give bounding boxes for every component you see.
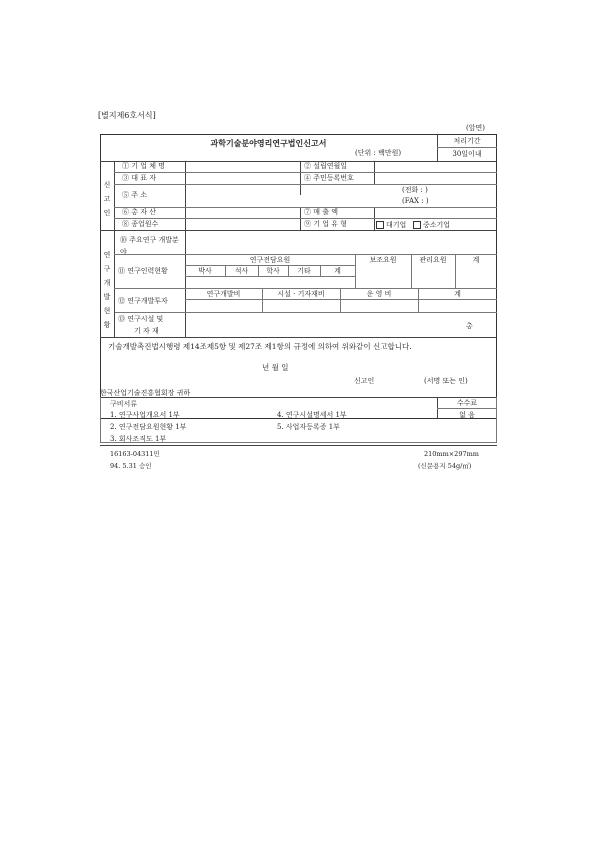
company-type-label: ⑨ 기 업 유 형	[304, 220, 347, 228]
operating-cost-header: 운 영 비	[366, 290, 392, 298]
processing-period-label: 처리기간	[453, 137, 481, 145]
signer-label: 신고인	[354, 377, 375, 385]
required-doc-item: 1. 연구사업개요서 1부	[110, 411, 180, 419]
assistant-staff-header: 보조요원	[369, 256, 397, 264]
required-docs-header: 구비서류	[110, 400, 138, 408]
rd-group-label: 연 구 개 발 현 황	[103, 251, 111, 329]
paper-note: (신문용지 54g/㎡)	[418, 462, 472, 470]
form-number: [별지제6호서식]	[98, 111, 156, 120]
sme-checkbox[interactable]	[413, 221, 421, 229]
degree-total-header: 계	[334, 267, 341, 275]
rd-investment-label: ⑫ 연구개발투자	[118, 297, 168, 305]
company-type-options: 대기업 중소기업	[376, 221, 450, 229]
side-label: (앞면)	[466, 124, 485, 132]
personnel-total-header: 계	[472, 256, 480, 264]
signature-note: (서명 또는 인)	[424, 377, 468, 385]
rd-cost-header: 연구개발비	[206, 290, 241, 298]
form-code: 16163-04311민	[110, 450, 160, 458]
resident-number-label: ④ 주민등록번호	[304, 174, 354, 182]
approval-date: 94. 5.31 승인	[110, 462, 152, 470]
fax-field: (FAX : )	[402, 197, 429, 205]
form-title: 과학기술분야영리연구법인신고서	[210, 138, 327, 148]
sales-label: ⑦ 매 출 액	[304, 208, 338, 216]
total-assets-label: ⑥ 총 자 산	[122, 208, 156, 216]
other-degree-header: 기타	[297, 267, 311, 275]
required-doc-item: 5. 사업자등록증 1부	[277, 423, 340, 431]
company-name-label: ① 기 업 체 명	[122, 162, 165, 170]
masters-header: 석사	[234, 267, 249, 275]
rd-personnel-label: ⑪ 연구인력현황	[118, 267, 168, 275]
address-label: ⑤ 주 소	[122, 191, 147, 199]
processing-period-value: 30일이내	[452, 150, 482, 158]
rd-equipment-label: 기 자 재	[134, 327, 159, 335]
representative-label: ③ 대 표 자	[122, 174, 156, 182]
large-company-checkbox[interactable]	[376, 221, 384, 229]
required-doc-item: 2. 연구전담요원현황 1부	[110, 423, 187, 431]
rd-facility-label: ⑬ 연구시설 및	[118, 315, 164, 323]
declaration-text: 기술개발촉진법시행령 제14조제5항 및 제27조 제1항의 규정에 의하여 위와같이 신고합니다.	[108, 342, 412, 351]
equipment-cost-header: 시설 · 기자재비	[277, 290, 325, 298]
bachelors-header: 학사	[266, 267, 280, 275]
docs-box	[100, 397, 497, 443]
founding-date-label: ② 설립연월일	[304, 162, 348, 170]
admin-staff-header: 관리요원	[419, 256, 447, 264]
paper-size: 210mm×297mm	[424, 450, 479, 458]
date-line: 년 월 일	[262, 363, 289, 372]
investment-total-header: 계	[454, 290, 461, 298]
required-doc-item: 3. 회사조직도 1부	[110, 435, 167, 443]
rd-field-label: ⑩ 주요연구 개발분야	[120, 236, 179, 256]
required-doc-item: 4. 연구시설명세서 1부	[277, 411, 347, 419]
unit-label: (단위 : 백만원)	[355, 149, 402, 157]
fee-label: 수수료	[456, 399, 478, 407]
declarant-group-label: 신 고 인	[103, 181, 111, 217]
facility-total-label: 총	[466, 322, 473, 330]
rd-staff-header: 연구전담요원	[249, 256, 291, 264]
phone-field: (전화 : )	[402, 186, 428, 194]
doctorate-header: 박사	[198, 267, 212, 275]
fee-value: 없 음	[459, 411, 475, 419]
employees-label: ⑧ 종업원수	[122, 220, 159, 228]
addressee: 한국산업기술진흥협회장 귀하	[100, 389, 191, 397]
